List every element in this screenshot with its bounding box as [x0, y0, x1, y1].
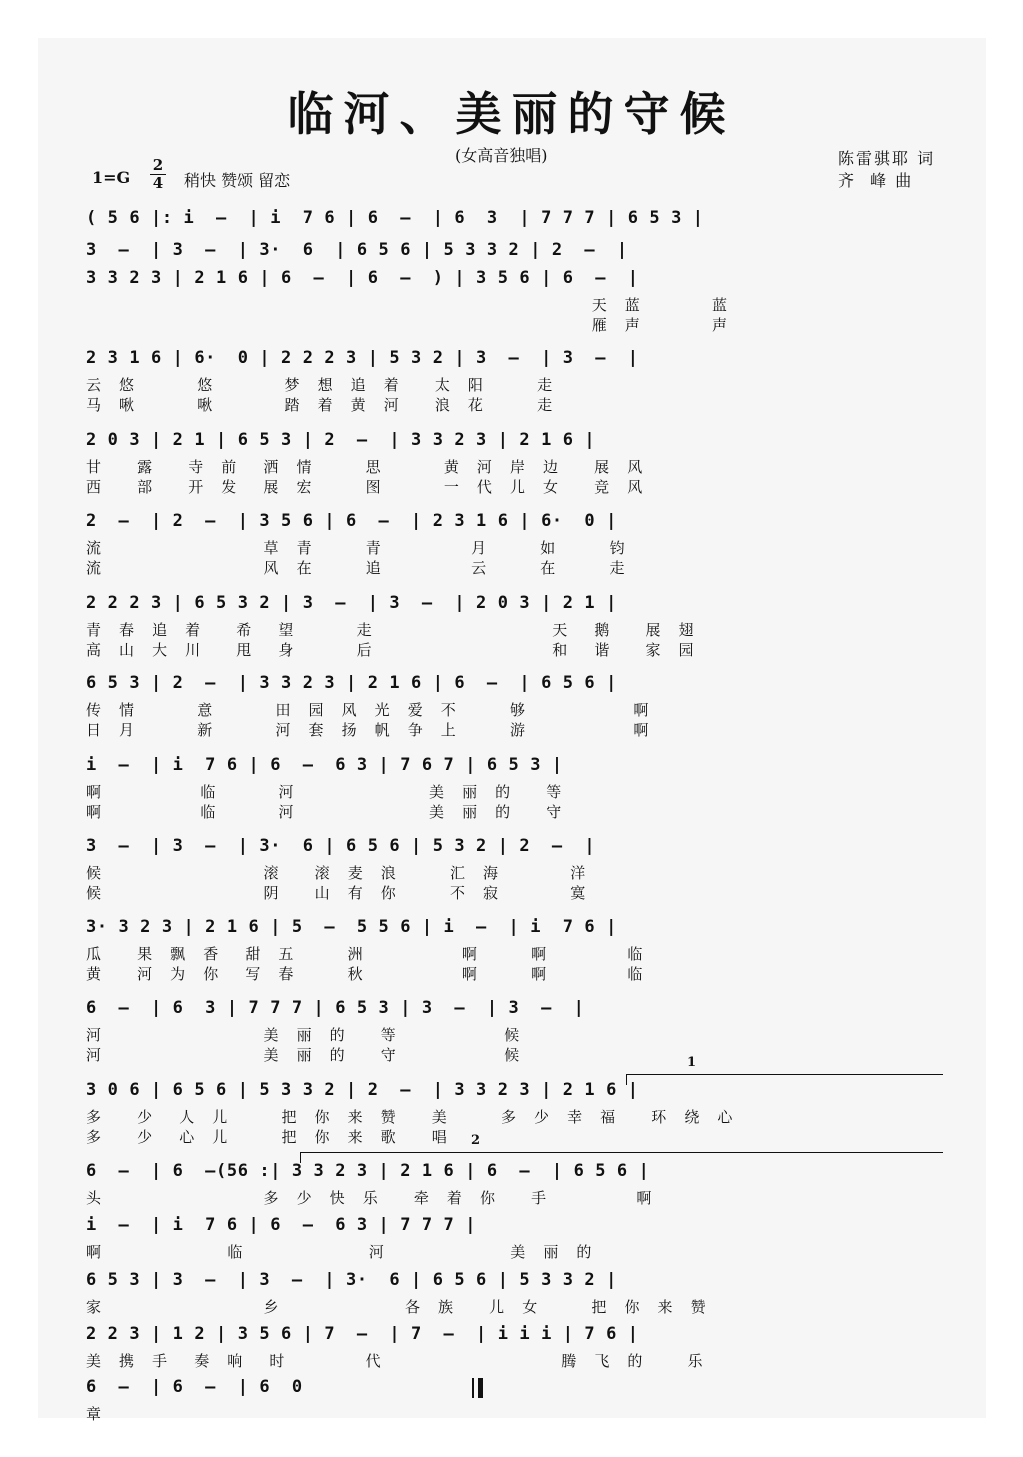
lyric-verse-2: 啊 临 河 美 丽 的 守 [86, 803, 562, 821]
lyric-verse-2: 河 美 丽 的 守 候 [86, 1046, 520, 1064]
lyricist-credit: 陈雷骐耶 词 [838, 149, 936, 168]
key-signature: 1=G [92, 168, 131, 187]
lyric-verse-1: 天 蓝 蓝 [86, 296, 728, 314]
lyric-verse-2: 多 少 心 儿 把 你 来 歌 唱 [86, 1128, 447, 1146]
lyric-verse-2: 流 风 在 追 云 在 走 [86, 559, 625, 577]
song-subtitle: (女高音独唱) [455, 146, 548, 165]
lyric-verse-2: 日 月 新 河 套 扬 帆 争 上 游 啊 [86, 721, 649, 739]
final-barline-thick [478, 1378, 483, 1398]
notation-line: 6 — | 6 —(56 :| 3 3 2 3 | 2 1 6 | 6 — | 6 5 6 | [86, 1161, 650, 1181]
score-system [86, 836, 948, 908]
notation-line: i — | i 7 6 | 6 — 6 3 | 7 7 7 | [86, 1215, 477, 1235]
second-ending-bracket [300, 1133, 943, 1163]
time-signature-bottom: 4 [152, 174, 164, 192]
notation-line: 2 2 2 3 | 6 5 3 2 | 3 — | 3 — | 2 0 3 | 2 1 | [86, 593, 617, 613]
score-system [86, 430, 948, 502]
notation-line: 6 5 3 | 2 — | 3 3 2 3 | 2 1 6 | 6 — | 6 5 6 | [86, 673, 617, 693]
lyric-verse-1: 甘 露 寺 前 洒 情 思 黄 河 岸 边 展 风 [86, 458, 643, 476]
score-system [86, 1080, 948, 1152]
lyric-verse-2: 雁 声 声 [86, 316, 728, 334]
score-system [86, 511, 948, 583]
score-system [86, 348, 948, 420]
lyric-verse-2: 马 啾 啾 踏 着 黄 河 浪 花 走 [86, 396, 553, 414]
lyric-verse-1: 多 少 人 儿 把 你 来 赞 美 多 少 幸 福 环 绕 心 [86, 1108, 733, 1126]
notation-line: 2 3 1 6 | 6· 0 | 2 2 2 3 | 5 3 2 | 3 — | 3 — | [86, 348, 639, 368]
score-system [86, 917, 948, 989]
lyric-verse-1: 家 乡 各 族 儿 女 把 你 来 赞 [86, 1298, 706, 1316]
lyric-verse-1: 云 悠 悠 梦 想 追 着 太 阳 走 [86, 376, 553, 394]
lyric-verse-1: 青 春 追 着 希 望 走 天 鹅 展 翅 [86, 621, 694, 639]
score-system [86, 673, 948, 745]
first-ending-number: 1 [687, 1055, 697, 1070]
lyric-verse-2: 西 部 开 发 展 宏 图 一 代 儿 女 竞 风 [86, 478, 643, 496]
score-system [86, 593, 948, 665]
notation-line: 6 — | 6 — | 6 0 [86, 1377, 303, 1397]
notation-line: 3 — | 3 — | 3· 6 | 6 5 6 | 5 3 2 | 2 — | [86, 836, 596, 856]
lyric-verse-1: 传 情 意 田 园 风 光 爱 不 够 啊 [86, 701, 649, 719]
song-title: 临河、美丽的守候 [287, 87, 736, 141]
notation-line: 2 2 3 | 1 2 | 3 5 6 | 7 — | 7 — | i i i | 7 6 | [86, 1324, 639, 1344]
lyric-verse-1: 啊 临 河 美 丽 的 等 [86, 783, 562, 801]
notation-line: 2 — | 2 — | 3 5 6 | 6 — | 2 3 1 6 | 6· 0 | [86, 511, 617, 531]
score-system [86, 268, 948, 340]
notation-line: 6 — | 6 3 | 7 7 7 | 6 5 3 | 3 — | 3 — | [86, 998, 585, 1018]
notation-line: ( 5 6 |: i — | i 7 6 | 6 — | 6 3 | 7 7 7 | 6 5 3 | [86, 208, 704, 228]
second-ending-number: 2 [471, 1133, 481, 1148]
score-system [86, 755, 948, 827]
time-signature [150, 158, 166, 191]
lyric-verse-2: 候 阴 山 有 你 不 寂 寞 [86, 884, 586, 902]
score-system [86, 1377, 948, 1449]
tempo-marking: 稍快 赞颂 留恋 [184, 171, 291, 190]
lyric-verse-1: 啊 临 河 美 丽 的 [86, 1243, 592, 1261]
notation-line: 6 5 3 | 3 — | 3 — | 3· 6 | 6 5 6 | 5 3 3 2 | [86, 1270, 617, 1290]
lyric-verse-2: 黄 河 为 你 写 春 秋 啊 啊 临 [86, 965, 643, 983]
notation-line: 2 0 3 | 2 1 | 6 5 3 | 2 — | 3 3 2 3 | 2 1 6 | [86, 430, 596, 450]
lyric-verse-2: 高 山 大 川 甩 身 后 和 谐 家 园 [86, 641, 694, 659]
notation-line: 3· 3 2 3 | 2 1 6 | 5 — 5 5 6 | i — | i 7 6 | [86, 917, 617, 937]
final-barline-thin [472, 1378, 474, 1398]
lyric-verse-1: 章 [86, 1405, 102, 1423]
score-system [86, 998, 948, 1070]
lyric-verse-1: 河 美 丽 的 等 候 [86, 1026, 520, 1044]
composer-credit: 齐 峰 曲 [838, 171, 914, 190]
notation-line: i — | i 7 6 | 6 — 6 3 | 7 6 7 | 6 5 3 | [86, 755, 563, 775]
notation-line: 3 — | 3 — | 3· 6 | 6 5 6 | 5 3 3 2 | 2 — | [86, 240, 628, 260]
lyric-verse-1: 头 多 少 快 乐 牵 着 你 手 啊 [86, 1189, 652, 1207]
lyric-verse-1: 瓜 果 飘 香 甜 五 洲 啊 啊 临 [86, 945, 643, 963]
time-signature-top: 2 [152, 156, 164, 174]
lyric-verse-1: 候 滚 滚 麦 浪 汇 海 洋 [86, 864, 586, 882]
notation-line: 3 0 6 | 6 5 6 | 5 3 3 2 | 2 — | 3 3 2 3 | 2 1 6 | [86, 1080, 639, 1100]
lyric-verse-1: 美 携 手 奏 响 时 代 腾 飞 的 乐 [86, 1352, 703, 1370]
lyric-verse-1: 流 草 青 青 月 如 钧 [86, 539, 625, 557]
notation-line: 3 3 2 3 | 2 1 6 | 6 — | 6 — ) | 3 5 6 | 6 — | [86, 268, 639, 288]
first-ending-bracket [626, 1055, 943, 1085]
